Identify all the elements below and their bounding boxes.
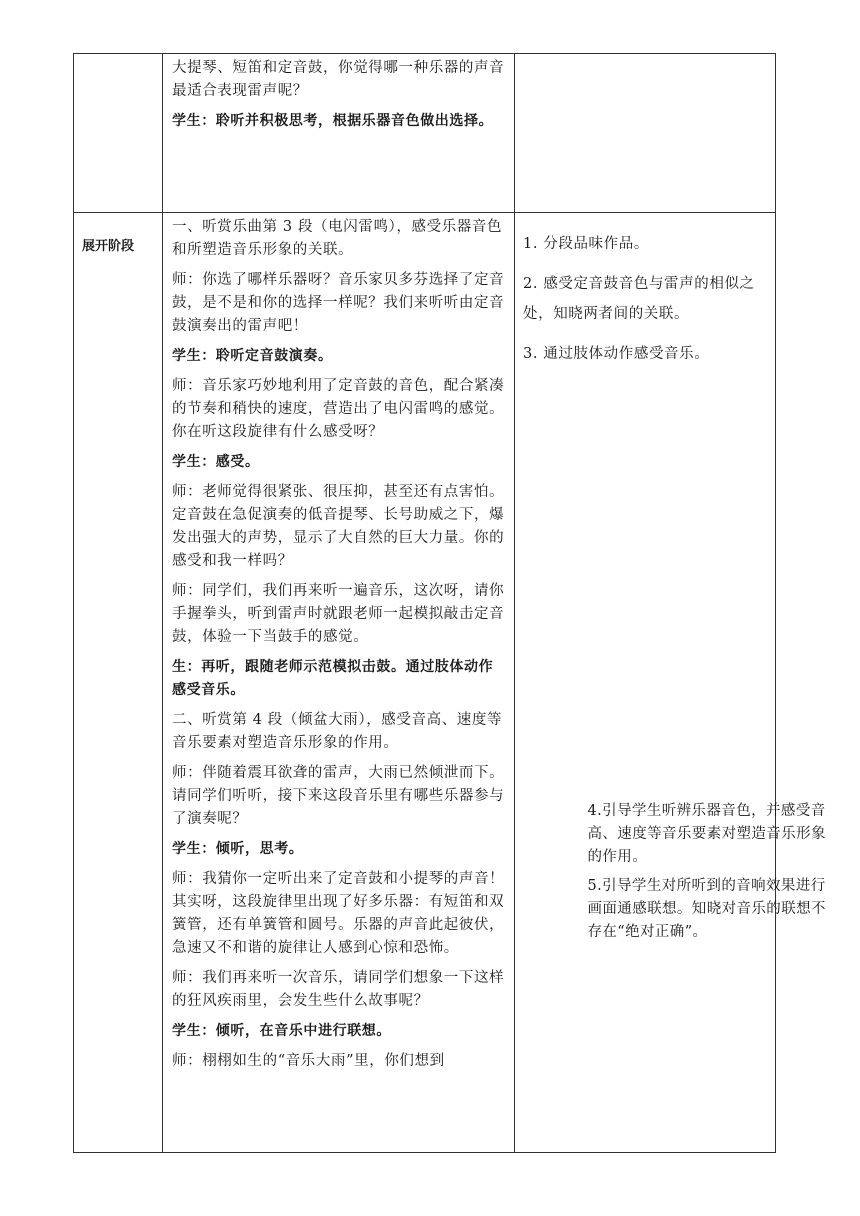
table-row [74,213,776,1153]
teacher-text: 师：你选了哪样乐器呀？音乐家贝多芬选择了定音鼓，是不是和你的选择一样呢？我们来听听由定音鼓演奏出的雷声吧！ [172,272,505,334]
goals-cell [515,213,826,1153]
table-row [74,54,776,213]
student-response: 生：再听，跟随老师示范模拟击鼓。通过肢体动作感受音乐。 [172,659,494,698]
student-response: 学生：聆听定音鼓演奏。 [172,348,333,364]
teacher-text: 师：同学们，我们再来听一遍音乐，这次呀，请你手握拳头，听到雷声时就跟老师一起模拟敲击定音鼓，体验一下当鼓手的感觉。 [172,583,505,645]
teacher-text: 一、听赏乐曲第 3 段（电闪雷鸣），感受乐器音色和所塑造音乐形象的关联。 [172,219,503,258]
stage-label: 展开阶段 [82,239,135,254]
goals-list-2 [588,800,833,950]
goals-cell [515,54,776,213]
activity-cell [163,213,515,1153]
student-response: 学生：倾听，在音乐中进行联想。 [172,1023,391,1039]
activity-content [163,213,514,1073]
teacher-text: 大提琴、短笛和定音鼓，你觉得哪一种乐器的声音最适合表现雷声呢？ [172,60,505,99]
goal-item: 2. 感受定音鼓音色与雷声的相似之处，知晓两者间的关联。 [523,276,755,322]
teacher-text: 师：我猜你一定听出来了定音鼓和小提琴的声音！其实呀，这段旋律里出现了好多乐器：有短笛和双簧管，还有单簧管和圆号。乐器的声音此起彼伏，急速又不和谐的旋律让人感到心惊和恐怖。 [172,871,505,956]
student-response: 学生：倾听，思考。 [172,841,304,857]
student-response: 学生：感受。 [172,454,260,470]
teacher-text: 师：栩栩如生的“音乐大雨”里，你们想到 [172,1053,445,1069]
goal-item: 4.引导学生听辨乐器音色，并感受音高、速度等音乐要素对塑造音乐形象的作用。 [587,802,826,865]
activity-cell [163,54,515,213]
goals-list [515,213,775,369]
stage-cell [74,54,163,213]
goal-item: 3. 通过肢体动作感受音乐。 [523,346,710,362]
teacher-text: 师：伴随着震耳欲聋的雷声，大雨已然倾泄而下。请同学们听听，接下来这段音乐里有哪些乐器参与了演奏呢？ [172,765,505,827]
teacher-text: 师：音乐家巧妙地利用了定音鼓的音色，配合紧凑的节奏和稍快的速度，营造出了电闪雷鸣的感觉。你在听这段旋律有什么感受呀？ [172,378,505,440]
teacher-text: 师：我们再来听一次音乐，请同学们想象一下这样的狂风疾雨里，会发生些什么故事呢？ [172,970,505,1009]
activity-content [163,54,514,133]
goal-item: 1. 分段品味作品。 [523,236,649,252]
student-response: 学生：聆听并积极思考，根据乐器音色做出选择。 [172,113,494,129]
goal-item: 5.引导学生对所听到的音响效果进行画面通感联想。知晓对音乐的联想不存在“绝对正确”。 [587,877,826,940]
teacher-text: 二、听赏第 4 段（倾盆大雨），感受音高、速度等音乐要素对塑造音乐形象的作用。 [172,712,503,751]
stage-cell [74,213,163,1153]
lesson-plan-table [73,53,826,1153]
teacher-text: 师：老师觉得很紧张、很压抑，甚至还有点害怕。定音鼓在急促演奏的低音提琴、长号助威之下，爆发出强大的声势，显示了大自然的巨大力量。你的感受和我一样吗？ [172,484,505,569]
